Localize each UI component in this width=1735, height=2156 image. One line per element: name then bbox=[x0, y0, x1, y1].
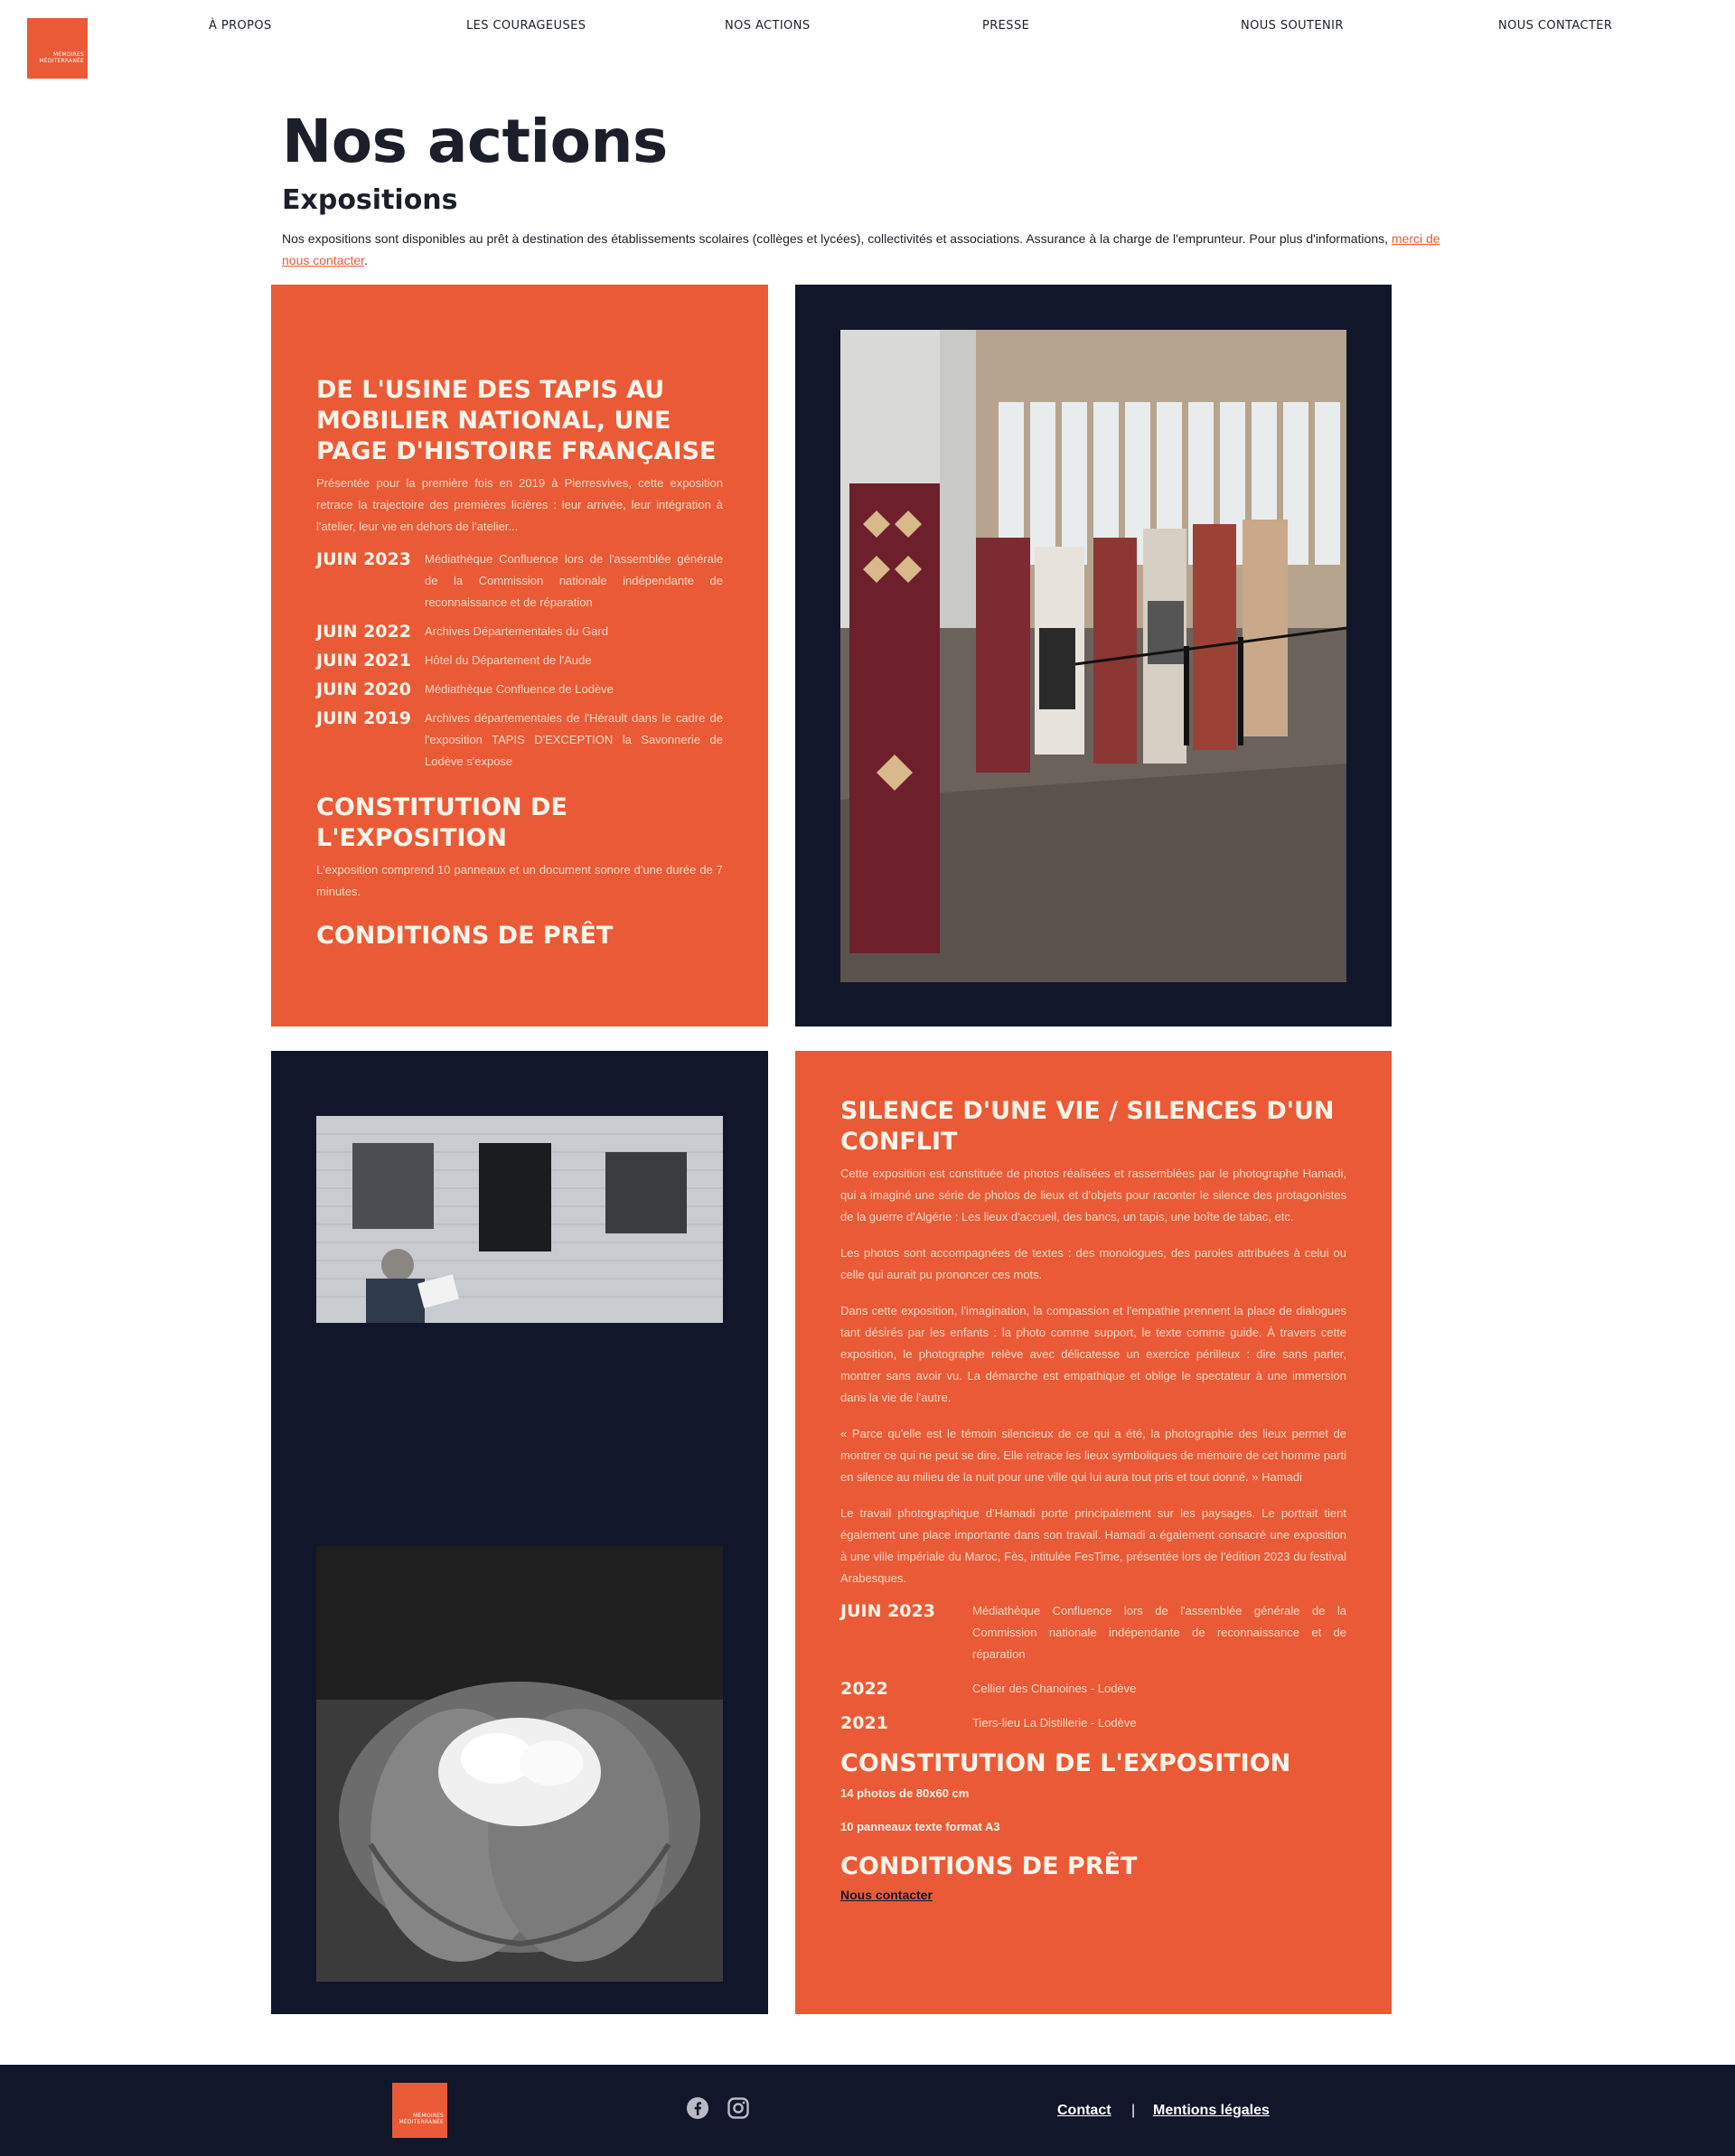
expo1-event-row bbox=[316, 621, 723, 642]
expo2-paragraph: Cette exposition est constituée de photos réalisées et rassemblées par le photographe Hamadi, qui a imaginé une série de photos de lieux et d'objets pour raconter le silence des protagonistes de la guerre d'Algérie : Les lieux d'accueil, des bancs, un tapis, une boîte de tabac, etc. bbox=[840, 1167, 1346, 1223]
expo1-event-row bbox=[316, 679, 723, 700]
event-date: 2022 bbox=[840, 1679, 888, 1699]
event-place: Médiathèque Confluence de Lodève bbox=[425, 682, 614, 696]
nav-nous-contacter[interactable]: NOUS CONTACTER bbox=[1498, 19, 1613, 33]
expo1-events bbox=[316, 548, 723, 773]
instagram-icon[interactable] bbox=[727, 2096, 750, 2120]
expo2-conditions-title: CONDITIONS DE PRÊT bbox=[840, 1852, 1138, 1880]
section-title-expositions: Expositions bbox=[282, 184, 458, 216]
event-place: Médiathèque Confluence lors de l'assemblée générale de la Commission nationale indépendante de reconnaissance et de réparation bbox=[425, 552, 723, 609]
expo2-event-row bbox=[840, 1712, 1346, 1734]
expo2-event-row bbox=[840, 1678, 1346, 1700]
event-date: JUIN 2019 bbox=[316, 708, 411, 728]
constitution-item: 14 photos de 80x60 cm bbox=[840, 1786, 970, 1800]
expo1-constitution-title: CONSTITUTION DE L'EXPOSITION bbox=[316, 793, 567, 852]
nav-a-propos[interactable]: À PROPOS bbox=[209, 19, 272, 33]
event-date: JUIN 2023 bbox=[316, 549, 411, 569]
site-header bbox=[0, 0, 1735, 90]
expo2-photo-card bbox=[271, 1051, 768, 2014]
nav-presse[interactable]: PRESSE bbox=[982, 19, 1030, 33]
expo1-event-row bbox=[316, 650, 723, 671]
expo2-card bbox=[795, 1051, 1392, 2014]
event-place: Cellier des Chanoines - Lodève bbox=[972, 1682, 1137, 1695]
expo1-photo-card bbox=[795, 285, 1392, 1026]
reading-event-illustration bbox=[316, 1116, 723, 1323]
event-place: Archives Départementales du Gard bbox=[425, 624, 609, 638]
footer-separator: | bbox=[1131, 2103, 1136, 2118]
intro-body: Nos expositions sont disponibles au prêt à destination des établissements scolaires (collèges et lycées), collectivités et associations. Assurance à la charge de l'emprunteur. Pour plus d'informations, bbox=[282, 231, 1392, 246]
event-date: 2021 bbox=[840, 1713, 888, 1733]
footer-contact-link[interactable]: Contact bbox=[1057, 2103, 1111, 2118]
hands-photo bbox=[316, 1546, 723, 1982]
expo2-events bbox=[840, 1600, 1346, 1734]
exhibition-hall-illustration bbox=[840, 330, 1346, 982]
event-place: Hôtel du Département de l'Aude bbox=[425, 653, 592, 667]
expo2-title: SILENCE D'UNE VIE / SILENCES D'UN CONFLIT bbox=[840, 1097, 1335, 1156]
contact-us-link[interactable]: merci de nous contacter bbox=[282, 231, 1440, 267]
reading-event-photo bbox=[316, 1116, 723, 1323]
event-date: JUIN 2022 bbox=[316, 622, 411, 642]
expo1-card bbox=[271, 285, 768, 1026]
expo2-paragraph: Les photos sont accompagnées de textes : des monologues, des paroles attribuées à celui ou celle qui aurait pu prononcer ces mots. bbox=[840, 1246, 1346, 1281]
expo2-paragraph: Dans cette exposition, l'imagination, la compassion et l'empathie prennent la place de dialogues tant désirés par les enfants : la photo comme support, le texte comme guide. À travers cette exposition, le photographe relève avec délicatesse un exercice périlleux : dire sans parler, montrer sans avoir vu. La démarche est empathique et oblige le spectateur à une immersion dans la vie de l'autre. bbox=[840, 1304, 1346, 1404]
footer-logo[interactable] bbox=[392, 2083, 447, 2138]
footer-legal-link[interactable]: Mentions légales bbox=[1153, 2103, 1270, 2118]
hands-illustration bbox=[316, 1546, 723, 1982]
nous-contacter-link[interactable]: Nous contacter bbox=[840, 1888, 933, 1902]
site-footer bbox=[0, 2065, 1735, 2156]
event-date: JUIN 2020 bbox=[316, 680, 411, 699]
expo2-event-row bbox=[840, 1600, 1346, 1665]
expo1-conditions-title: CONDITIONS DE PRÊT bbox=[316, 922, 614, 950]
expo2-paragraph: Le travail photographique d'Hamadi porte principalement sur les paysages. Le portrait tient également une place importante dans son travail. Hamadi a également consacré une exposition à une ville impériale du Maroc, Fès, intitulée FesTime, présentée lors de l'édition 2023 du festival Arabesques. bbox=[840, 1506, 1346, 1585]
exhibition-hall-photo bbox=[840, 330, 1346, 982]
event-place: Médiathèque Confluence lors de l'assemblée générale de la Commission nationale indépendante de reconnaissance et de réparation bbox=[972, 1604, 1346, 1661]
page-title: Nos actions bbox=[282, 107, 668, 176]
constitution-item: 10 panneaux texte format A3 bbox=[840, 1820, 1000, 1833]
facebook-icon[interactable] bbox=[686, 2096, 709, 2120]
expo1-description: Présentée pour la première fois en 2019 à Pierresvives, cette exposition retrace la trajectoire des premières licières : leur arrivée, leur intégration à l'atelier, leur vie en dehors de l'atelier... bbox=[316, 476, 723, 533]
footer-logo-text: MÉMOIRES MÉDITERRANÉE bbox=[399, 2113, 444, 2125]
event-place: Archives départementales de l'Hérault dans le cadre de l'exposition TAPIS D'EXCEPTION la Savonnerie de Lodève s'expose bbox=[425, 711, 723, 768]
expo1-title: DE L'USINE DES TAPIS AU MOBILIER NATIONAL, UNE PAGE D'HISTOIRE FRANÇAISE bbox=[316, 376, 717, 465]
nav-les-courageuses[interactable]: LES COURAGEUSES bbox=[466, 19, 586, 33]
logo-text: MÉMOIRES MÉDITERRANÉE bbox=[39, 52, 84, 64]
nav-nos-actions[interactable]: NOS ACTIONS bbox=[725, 19, 811, 33]
nav-nous-soutenir[interactable]: NOUS SOUTENIR bbox=[1241, 19, 1344, 33]
site-logo[interactable] bbox=[27, 18, 88, 79]
intro-text bbox=[282, 228, 1457, 271]
expo1-event-row bbox=[316, 548, 723, 614]
expo1-event-row bbox=[316, 708, 723, 773]
event-place: Tiers-lieu La Distillerie - Lodève bbox=[972, 1716, 1137, 1729]
expo2-paragraph: « Parce qu'elle est le témoin silencieux de ce qui a été, la photographie des lieux permet de montrer ce qui ne peut se dire. Elle retrace les lieux symboliques de mémoire de cet homme parti en silence au milieu de la nuit pour une ville qui lui aura tout pris et tout donné. » Hamadi bbox=[840, 1427, 1346, 1484]
event-date: JUIN 2021 bbox=[316, 651, 411, 670]
expo2-constitution-title: CONSTITUTION DE L'EXPOSITION bbox=[840, 1749, 1291, 1777]
intro-end: . bbox=[364, 253, 368, 267]
expo1-constitution-text: L'exposition comprend 10 panneaux et un document sonore d'une durée de 7 minutes. bbox=[316, 863, 723, 898]
event-date: JUIN 2023 bbox=[840, 1601, 935, 1621]
